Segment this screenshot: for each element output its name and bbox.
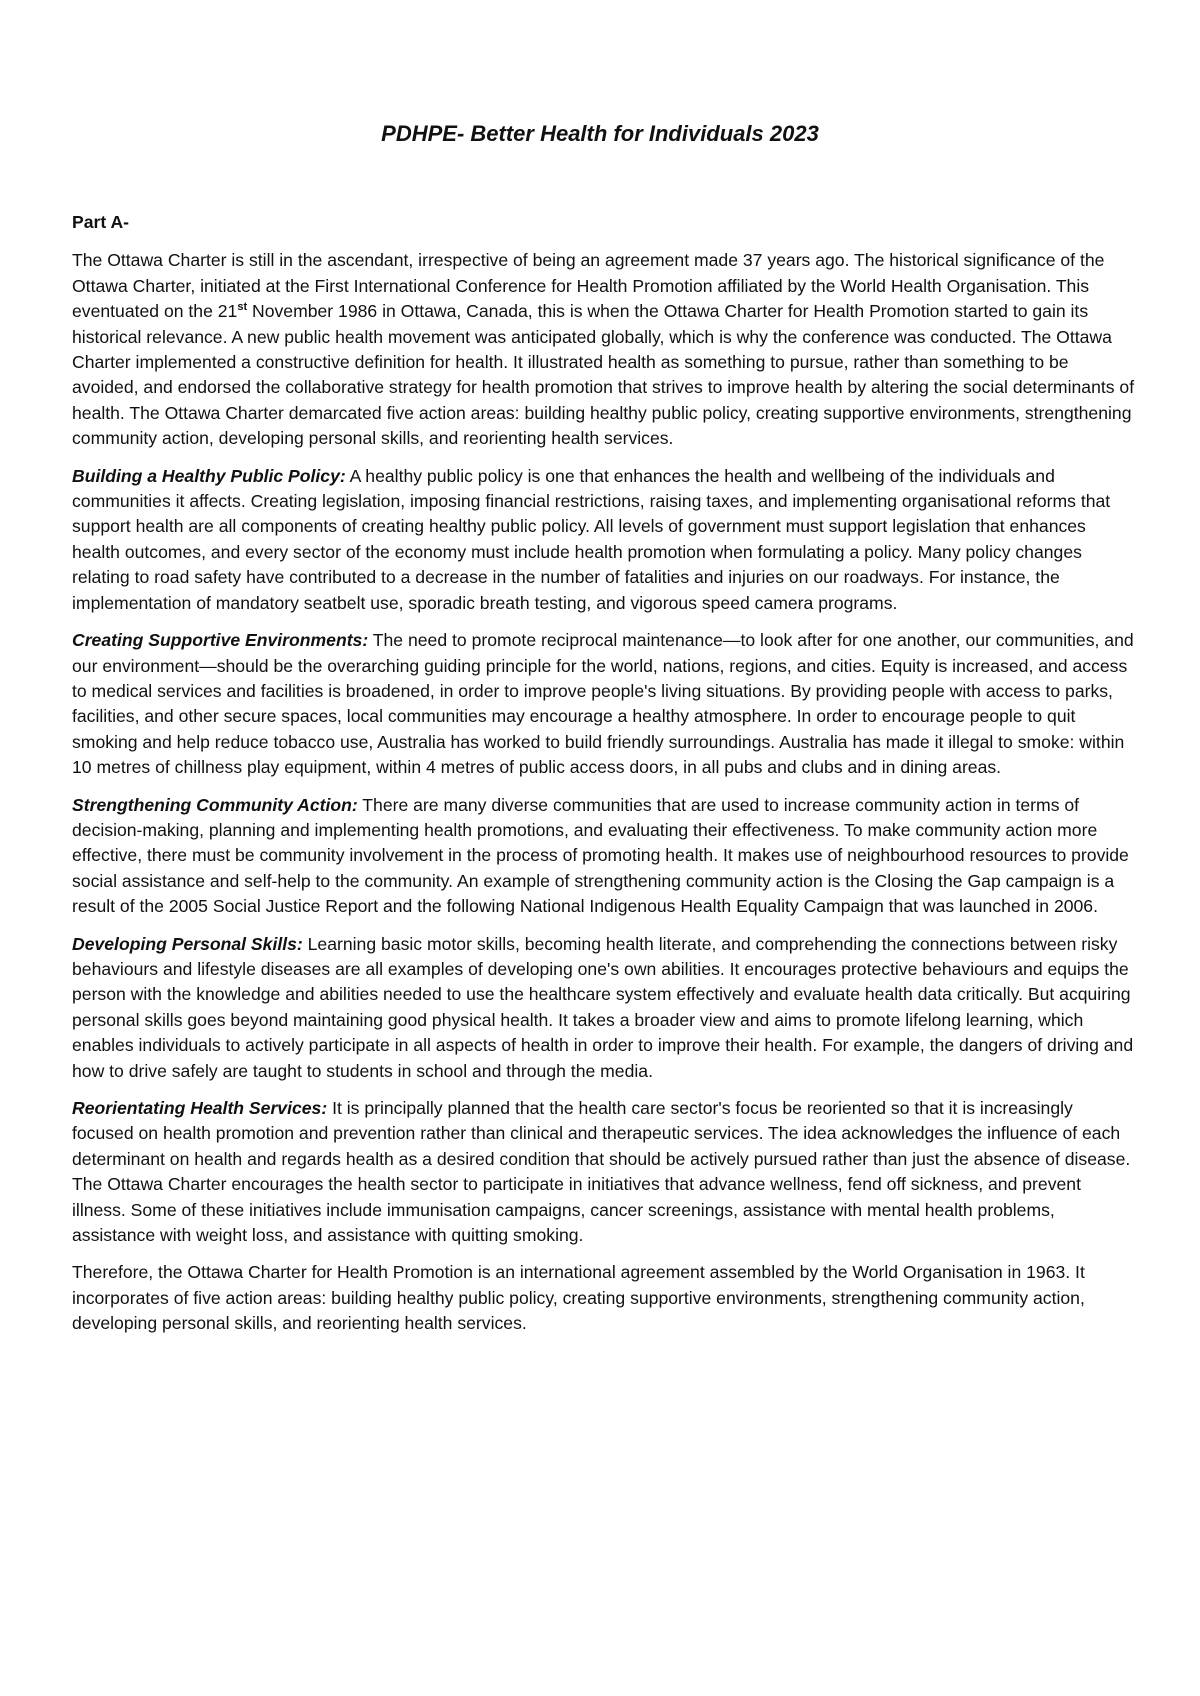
section-text: A healthy public policy is one that enhances the health and wellbeing of the individuals and communities it affects. Creating legislation, imposing financial restrictions, raising taxes, and implementing organisational reforms that support health are all components of creating healthy public policy. All levels of government must support legislation that enhances health outcomes, and every sector of the economy must include health promotion when formulating a policy. Many policy changes relating to road safety have contributed to a decrease in the number of fatalities and injuries on our roadways. For instance, the implementation of mandatory seatbelt use, sporadic breath testing, and vigorous speed camera programs. <box>72 465 1111 613</box>
intro-paragraph <box>72 248 1138 451</box>
part-heading: Part A- <box>72 212 130 232</box>
section-health-services <box>72 1096 1138 1248</box>
section-text: It is principally planned that the health care sector's focus be reoriented so that it is increasingly focused on health promotion and prevention rather than clinical and therapeutic services. The idea acknowledges the influence of each determinant on health and regards health as a desired condition that should be actively pursued rather than just the absence of disease. The Ottawa Charter encourages the health sector to participate in initiatives that advance wellness, fend off sickness, and prevent illness. Some of these initiatives include immunisation campaigns, cancer screenings, assistance with mental health problems, assistance with weight loss, and assistance with quitting smoking. <box>72 1098 1131 1246</box>
section-text: Learning basic motor skills, becoming health literate, and comprehending the connections between risky behaviours and lifestyle diseases are all examples of developing one's own abilities. It encourages protective behaviours and equips the person with the knowledge and abilities needed to use the healthcare system effectively and evaluate health data critically. But acquiring personal skills goes beyond maintaining good physical health. It takes a broader view and aims to promote lifelong learning, which enables individuals to actively participate in all aspects of health in order to improve their health. For example, the dangers of driving and how to drive safely are taught to students in school and through the media. <box>72 933 1134 1081</box>
section-supportive-environments <box>72 628 1138 780</box>
section-heading: Developing Personal Skills: <box>72 933 303 954</box>
section-public-policy <box>72 464 1138 616</box>
conclusion-paragraph: Therefore, the Ottawa Charter for Health Promotion is an international agreement assembled by the World Organisation in 1963. It incorporates of five action areas: building healthy public policy, creating supportive environments, strengthening community action, developing personal skills, and reorienting health services. <box>72 1262 1085 1334</box>
section-text: There are many diverse communities that are used to increase community action in terms of decision-making, planning and implementing health promotions, and evaluating their effectiveness. To make community action more effective, there must be community involvement in the process of promoting health. It makes use of neighbourhood resources to provide social assistance and self-help to the community. An example of strengthening community action is the Closing the Gap campaign is a result of the 2005 Social Justice Report and the following National Indigenous Health Equality Campaign that was launched in 2006. <box>72 794 1129 917</box>
document-body <box>72 210 1138 1349</box>
section-heading: Reorientating Health Services: <box>72 1098 328 1118</box>
intro-text-start: The Ottawa Charter is still in the ascendant, irrespective of being an agreement made 37 years ago. The historical significance of the Ottawa Charter, initiated at the First International Conference for Health Promotion affiliated by the World Health Organisation. This eventuated on the 21 <box>72 250 1105 322</box>
section-text: The need to promote reciprocal maintenance—to look after for one another, our communities, and our environment—should be the overarching guiding principle for the world, nations, regions, and cities. Equity is increased, and access to medical services and facilities is broadened, in order to improve people's living situations. By providing people with access to parks, facilities, and other secure spaces, local communities may encourage a healthy atmosphere. In order to encourage people to quit smoking and help reduce tobacco use, Australia has worked to build friendly surroundings. Australia has made it illegal to smoke: within 10 metres of chillness play equipment, within 4 metres of public access doors, in all pubs and clubs and in dining areas. <box>72 630 1134 778</box>
section-heading: Creating Supportive Environments: <box>72 630 369 651</box>
section-community-action <box>72 793 1138 920</box>
section-personal-skills <box>72 932 1138 1084</box>
document-title: PDHPE- Better Health for Individuals 2023 <box>381 121 819 146</box>
ordinal-superscript: st <box>237 301 248 314</box>
section-heading: Strengthening Community Action: <box>72 794 358 815</box>
section-heading: Building a Healthy Public Policy: <box>72 465 346 486</box>
intro-text-end: November 1986 in Ottawa, Canada, this is when the Ottawa Charter for Health Promotion started to gain its historical relevance. A new public health movement was anticipated globally, which is why the conference was conducted. The Ottawa Charter implemented a constructive definition for health. It illustrated health as something to pursue, rather than something to be avoided, and endorsed the collaborative strategy for health promotion that strives to improve health by altering the social determinants of health. The Ottawa Charter demarcated five action areas: building healthy public policy, creating supportive environments, strengthening community action, developing personal skills, and reorienting health services. <box>72 301 1135 449</box>
